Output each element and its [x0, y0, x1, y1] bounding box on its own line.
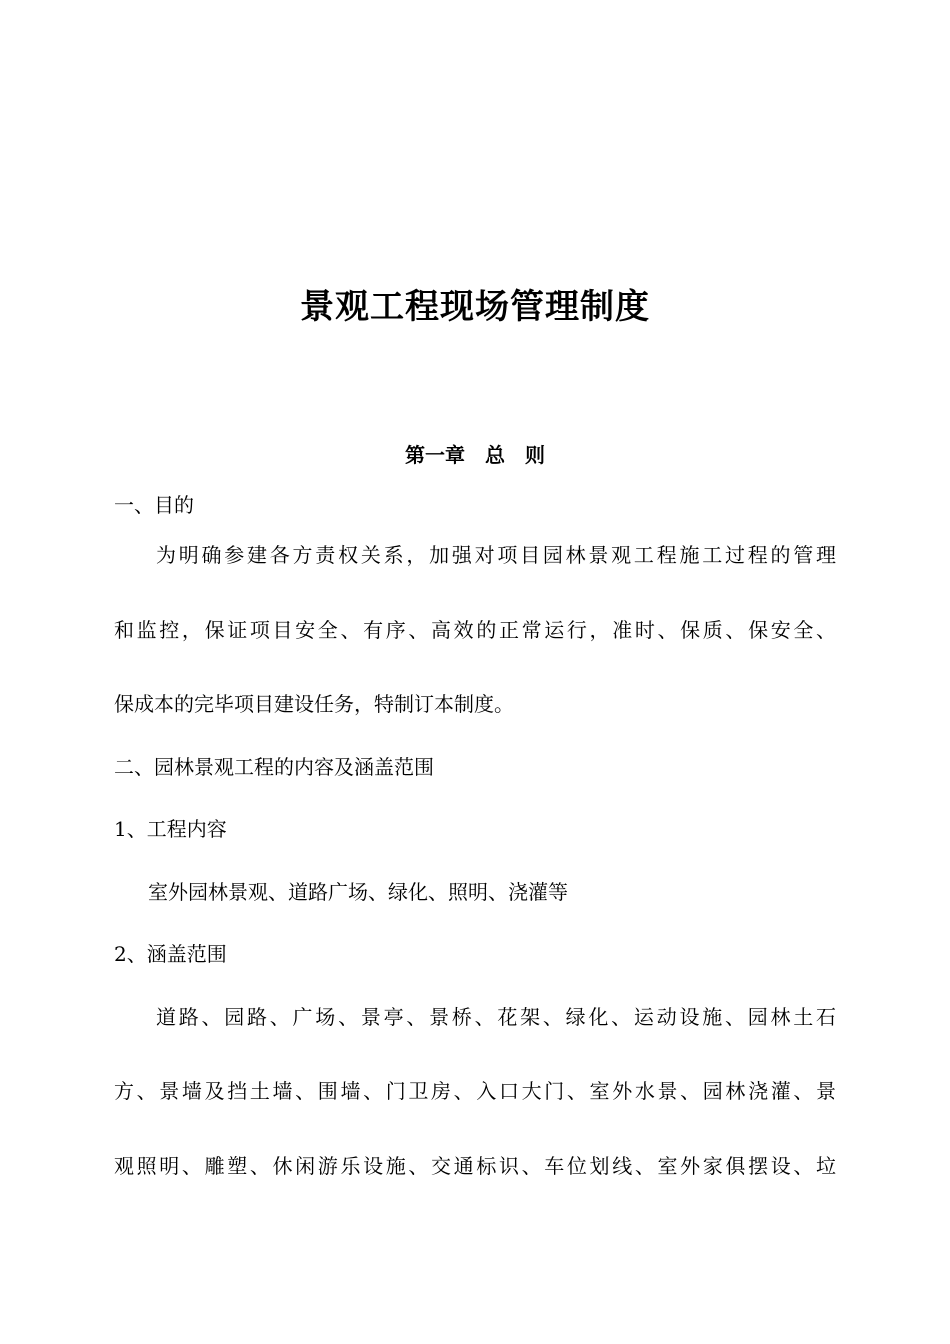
paragraph-line: 为明确参建各方责权关系，加强对项目园林景观工程施工过程的管理 [156, 543, 836, 567]
document-title: 景观工程现场管理制度 [300, 287, 650, 327]
chapter-heading: 第一章 总 则 [405, 443, 545, 467]
item-heading-coverage: 2、涵盖范围 [114, 942, 227, 966]
paragraph-line: 保成本的完毕项目建设任务，特制订本制度。 [114, 692, 514, 716]
section-heading-purpose: 一、目的 [114, 493, 194, 517]
paragraph-line: 观照明、雕塑、休闲游乐设施、交通标识、车位划线、室外家俱摆设、垃 [114, 1154, 836, 1178]
item-heading-content: 1、工程内容 [114, 817, 227, 841]
paragraph-line: 方、景墙及挡土墙、围墙、门卫房、入口大门、室外水景、园林浇灌、景 [114, 1079, 836, 1103]
section-heading-scope: 二、园林景观工程的内容及涵盖范围 [114, 755, 434, 779]
item-text-content: 室外园林景观、道路广场、绿化、照明、浇灌等 [148, 880, 568, 904]
paragraph-line: 道路、园路、广场、景亭、景桥、花架、绿化、运动设施、园林土石 [156, 1005, 836, 1029]
paragraph-line: 和监控，保证项目安全、有序、高效的正常运行，准时、保质、保安全、 [114, 618, 836, 642]
